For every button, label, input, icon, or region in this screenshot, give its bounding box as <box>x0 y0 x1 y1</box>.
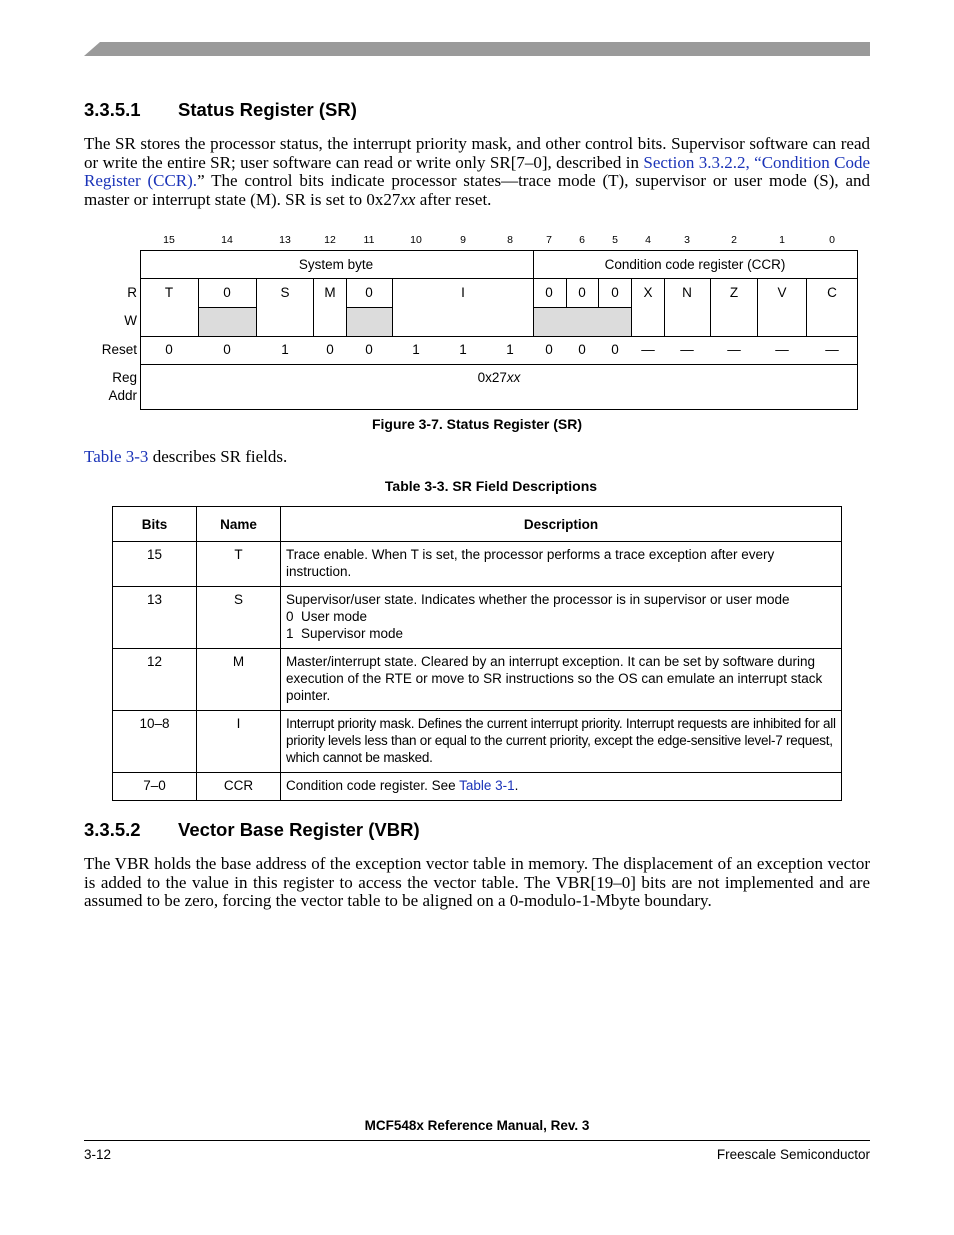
bit-number: 6 <box>579 234 585 246</box>
para-text: ” The control bits indicate processor states—trace mode (T), supervisor or user mode (S), and master or interrupt state (M). SR is set to 0x27 <box>84 171 870 209</box>
w-shade <box>534 308 631 336</box>
reset-value: 0 <box>326 342 334 357</box>
desc-text: . <box>514 778 519 793</box>
bit-number: 15 <box>163 234 175 246</box>
para-text: describes SR fields. <box>148 447 288 466</box>
bit-number: 12 <box>324 234 336 246</box>
reset-value: 1 <box>281 342 289 357</box>
table-ref-paragraph <box>84 448 870 467</box>
cell-description: Interrupt priority mask. Defines the current interrupt priority. Interrupt requests are inhibited for all priority levels less than or equal to the current priority, except the edge-sensitive level-7 request, which cannot be masked. <box>281 711 842 773</box>
reset-value: 1 <box>506 342 514 357</box>
reset-value: 0 <box>165 342 173 357</box>
para-text: after reset. <box>415 189 492 209</box>
bit-number: 11 <box>363 234 375 246</box>
col-header-name: Name <box>197 507 281 542</box>
r-field: 0 <box>365 285 373 300</box>
cell-bits: 12 <box>113 649 197 711</box>
table-row <box>113 773 842 801</box>
reset-value: — <box>727 342 741 357</box>
r-field: C <box>827 285 837 300</box>
system-byte-label: System byte <box>298 257 374 272</box>
r-field: 0 <box>611 285 619 300</box>
reset-value: — <box>825 342 839 357</box>
r-field: 0 <box>545 285 553 300</box>
grid-line <box>256 278 257 336</box>
row-label-w: W <box>124 313 137 328</box>
grid-line <box>806 278 807 336</box>
row-label-r: R <box>127 285 137 300</box>
bit-number: 3 <box>684 234 690 246</box>
page-number: 3-12 <box>84 1147 112 1162</box>
grid-line <box>631 278 632 336</box>
section-title: Status Register (SR) <box>178 99 357 120</box>
reg-address <box>478 370 521 385</box>
grid-line <box>598 278 599 308</box>
cell-bits: 10–8 <box>113 711 197 773</box>
vbr-paragraph: The VBR holds the base address of the exception vector table in memory. The displacement of an exception vector is added to the value in this register to access the vector table. The VBR[19–0] bits are not implemented and are assumed to be zero, forcing the vector table to be aligned on a 0-modulo-1-Mbyte boundary. <box>84 854 870 911</box>
grid-line <box>140 278 858 279</box>
grid-line <box>392 278 393 336</box>
reset-value: — <box>641 342 655 357</box>
bit-number: 2 <box>731 234 737 246</box>
r-field: I <box>461 285 465 300</box>
section-title: Vector Base Register (VBR) <box>178 819 420 840</box>
bit-number: 0 <box>829 234 835 246</box>
reset-value: 0 <box>611 342 619 357</box>
bit-number: 4 <box>645 234 651 246</box>
r-field: 0 <box>223 285 231 300</box>
r-field: V <box>777 285 787 300</box>
cell-description: Trace enable. When T is set, the processor performs a trace exception after every instruction. <box>281 542 842 587</box>
table-row <box>113 587 842 649</box>
grid-line <box>198 278 199 336</box>
bit-number: 5 <box>612 234 618 246</box>
cell-description <box>281 587 842 649</box>
table-row <box>113 542 842 587</box>
table-header-row <box>113 507 842 542</box>
cell-bits: 15 <box>113 542 197 587</box>
reset-value: 0 <box>578 342 586 357</box>
figure-caption: Figure 3-7. Status Register (SR) <box>371 416 583 432</box>
cell-bits: 13 <box>113 587 197 649</box>
para-italic: xx <box>400 189 416 209</box>
bit-number: 8 <box>507 234 513 246</box>
reset-value: — <box>680 342 694 357</box>
r-field: S <box>280 285 290 300</box>
grid-line <box>533 250 534 336</box>
grid-line <box>757 278 758 336</box>
grid-line <box>347 307 392 308</box>
bit-number: 10 <box>410 234 422 246</box>
cell-name: M <box>197 649 281 711</box>
desc-text: Supervisor/user state. Indicates whether the processor is in supervisor or user mode <box>286 592 790 607</box>
bit-number: 14 <box>221 234 233 246</box>
w-shade <box>199 308 256 336</box>
grid-line <box>664 278 665 336</box>
r-field: Z <box>729 285 739 300</box>
bit-number: 9 <box>460 234 466 246</box>
sr-field-table <box>112 506 842 801</box>
ccr-label: Condition code register (CCR) <box>604 257 786 272</box>
para-text: The SR stores the processor status, the interrupt priority mask, and other control bits. Supervisor software can read or write the entire SR; user software can read or write only SR[7–0], described in <box>84 134 870 172</box>
addr-prefix: 0x27 <box>477 370 507 385</box>
addr-suffix: xx <box>506 370 521 385</box>
reset-value: 1 <box>459 342 467 357</box>
row-label-addr: Addr <box>108 388 137 403</box>
sr-register-diagram <box>0 0 954 420</box>
row-label-reset: Reset <box>101 342 137 357</box>
footer-title: MCF548x Reference Manual, Rev. 3 <box>364 1118 590 1133</box>
cell-description <box>281 773 842 801</box>
table-link[interactable]: Table 3-3 <box>84 447 149 466</box>
bit-number: 7 <box>546 234 552 246</box>
r-field: X <box>643 285 653 300</box>
cell-name: S <box>197 587 281 649</box>
table-row <box>113 649 842 711</box>
grid-line <box>710 278 711 336</box>
cell-name: T <box>197 542 281 587</box>
grid-line <box>566 278 567 308</box>
col-header-bits: Bits <box>113 507 197 542</box>
grid-line <box>199 307 256 308</box>
reset-value: 1 <box>412 342 420 357</box>
row-label-reg: Reg <box>112 370 137 385</box>
section-heading-vbr <box>84 819 420 841</box>
r-field: T <box>164 285 174 300</box>
grid-line <box>140 364 858 365</box>
desc-option: 1 Supervisor mode <box>286 626 404 641</box>
reset-value: 0 <box>545 342 553 357</box>
bit-number: 13 <box>279 234 291 246</box>
section-link[interactable]: Section 3.3.2.2, “Condition Code Register (CCR). <box>84 152 870 191</box>
section-number: 3.3.5.2 <box>84 819 141 840</box>
r-field: N <box>682 285 692 300</box>
reset-value: — <box>775 342 789 357</box>
company-name: Freescale Semiconductor <box>716 1147 870 1162</box>
table-row <box>113 711 842 773</box>
w-shade <box>347 308 392 336</box>
reset-value: 0 <box>223 342 231 357</box>
cell-bits: 7–0 <box>113 773 197 801</box>
table-3-1-link[interactable]: Table 3-1 <box>459 778 515 793</box>
cell-name: I <box>197 711 281 773</box>
r-field: M <box>324 285 336 300</box>
col-header-description: Description <box>281 507 842 542</box>
desc-option: 0 User mode <box>286 609 368 624</box>
r-field: 0 <box>578 285 586 300</box>
cell-name: CCR <box>197 773 281 801</box>
cell-description: Master/interrupt state. Cleared by an interrupt exception. It can be set by software during execution of the RTE or move to SR instructions so the OS can emulate an interrupt stack pointer. <box>281 649 842 711</box>
footer-rule <box>84 1140 870 1141</box>
grid-line <box>140 336 858 337</box>
grid-line <box>313 278 314 336</box>
reset-value: 0 <box>365 342 373 357</box>
bit-number: 1 <box>779 234 785 246</box>
grid-line <box>346 278 347 336</box>
table-caption: Table 3-3. SR Field Descriptions <box>384 478 598 494</box>
section-number: 3.3.5.1 <box>84 99 141 120</box>
grid-line <box>534 307 631 308</box>
desc-text: Condition code register. See <box>286 778 460 793</box>
